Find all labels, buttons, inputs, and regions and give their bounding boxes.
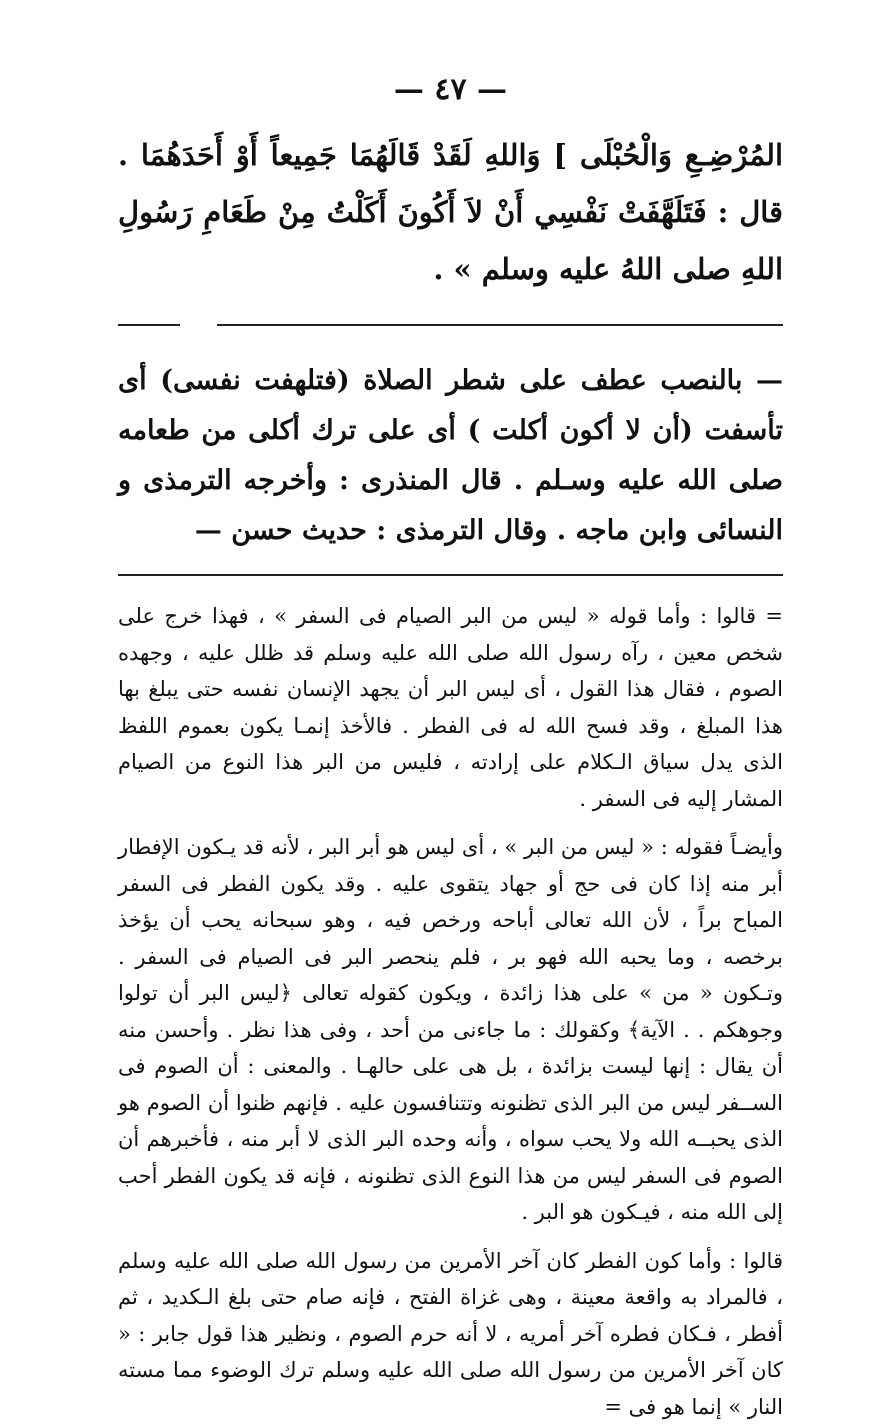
divider-short-line (118, 324, 180, 326)
page-number: — ٤٧ — (118, 72, 783, 107)
footnote-paragraph: قالوا : وأما كون الفطر كان آخر الأمرين من رسول الله صلى الله عليه وسلم ، فالمراد به واقعة معينة ، وهى غزاة الفتح ، فإنه صام حتى بلغ الـكديد ، ثم أفطر ، فـكان فطره آخر أمريه ، لا أنه حرم الصوم ، ونظير هذا قول جابر : « كان آخر الأمرين من رسول الله صلى الله عليه وسلم ترك الوضوء مما مسته النار » إنما هو فى = (118, 1243, 783, 1425)
hadith-text: المُرْضِـعِ وَالْحُبْلَى ] وَاللهِ لَقَدْ قَالَهُمَا جَمِيعاً أَوْ أَحَدَهُمَا . قال : فَتَلَهَّفَتْ نَفْسِي أَنْ لاَ أَكُونَ أَكَلْتُ مِنْ طَعَامِ رَسُولِ اللهِ صلى اللهُ عليه وسلم » . (118, 127, 783, 298)
footnote-paragraph: = قالوا : وأما قوله « ليس من البر الصيام فى السفر » ، فهذا خرج على شخص معين ، رآه رسول الله صلى الله عليه وسلم قد ظلل عليه ، وجهده الصوم ، فقال هذا القول ، أى ليس البر أن يجهد الإنسان نفسه حتى يبلغ بها هذا المبلغ ، وقد فسح الله له فى الفطر . فالأخذ إنمـا يكون بعموم اللفظ الذى يدل سياق الـكلام على إرادته ، فليس من البر هذا النوع من الصيام المشار إليه فى السفر . (118, 598, 783, 817)
commentary-text: — بالنصب عطف على شطر الصلاة (فتلهفت نفسى) أى تأسفت (أن لا أكون أكلت ) أى على ترك أكلى من طعامه صلى الله عليه وسـلم . قال المنذرى : وأخرجه الترمذى و النسائى وابن ماجه . وقال الترمذى : حديث حسن — (118, 356, 783, 556)
footnote-paragraph: وأيضـاً فقوله : « ليس من البر » ، أى ليس هو أبر البر ، لأنه قد يـكون الإفطار أبر منه إذا كان فى حج أو جهاد يتقوى عليه . وقد يكون الفطر فى السفر المباح براً ، لأن الله تعالى أباحه ورخص فيه ، وهو سبحانه يحب أن يؤخذ برخصه ، وما يحبه الله فهو بر ، فلم ينحصر البر فى الصيام فى السفر . وتـكون « من » على هذا زائدة ، ويكون كقوله تعالى ﴿ليس البر أن تولوا وجوهكم . . الآية﴾ وكقولك : ما جاءنى من أحد ، وفى هذا نظر . وأحسن منه أن يقال : إنها ليست بزائدة ، بل هى على حالهـا . والمعنى : أن الصوم فى الســفر ليس من البر الذى تظنونه وتتنافسون عليه . فإنهم ظنوا أن الصوم هو الذى يحبــه الله ولا يحب سواه ، وأنه وحده البر الذى لا أبر منه ، فأخبرهم أن الصوم فى السفر ليس من هذا النوع الذى تظنونه ، فإنه قد يكون الفطر أحب إلى الله منه ، فيـكون هو البر . (118, 829, 783, 1231)
divider-long-line (217, 324, 783, 326)
section-divider (118, 316, 783, 334)
footnote-divider (118, 574, 783, 576)
